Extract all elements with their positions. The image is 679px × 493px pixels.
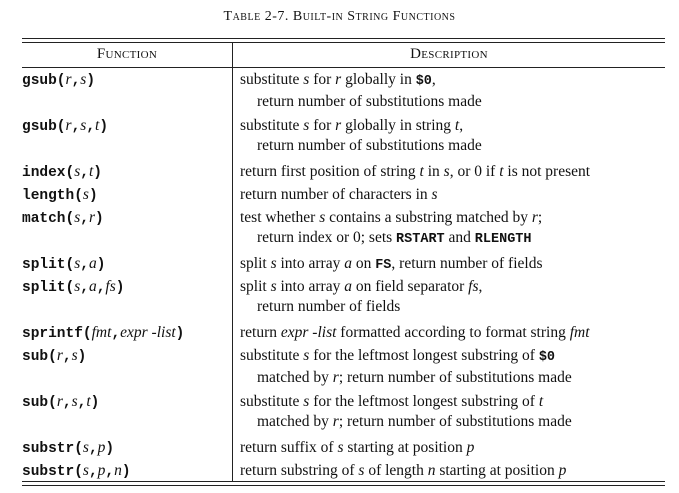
function-segment: ) bbox=[90, 395, 100, 411]
function-segment: s bbox=[82, 462, 89, 479]
function-segment: , bbox=[80, 280, 89, 296]
description-segment: s bbox=[270, 255, 277, 272]
description-segment: for the leftmost longest substring of bbox=[309, 347, 539, 364]
function-signature bbox=[22, 208, 232, 229]
function-description bbox=[240, 208, 665, 250]
description-line bbox=[240, 208, 665, 228]
function-segment: , bbox=[86, 119, 96, 135]
header-description: Description bbox=[410, 46, 488, 62]
description-segment: fs bbox=[468, 278, 479, 295]
description-line bbox=[240, 116, 665, 136]
description-segment: starting at position bbox=[435, 462, 559, 479]
description-line bbox=[240, 346, 665, 368]
function-description bbox=[240, 346, 665, 388]
description-segment: s bbox=[443, 163, 450, 180]
description-segment: $0 bbox=[415, 74, 432, 89]
description-segment: return number of substitutions made bbox=[257, 137, 482, 154]
function-segment: , bbox=[105, 464, 115, 480]
description-continuation bbox=[240, 136, 665, 156]
function-description bbox=[240, 438, 665, 458]
description-continuation bbox=[240, 368, 665, 388]
function-segment: , bbox=[71, 119, 81, 135]
description-segment: into array bbox=[276, 278, 345, 295]
description-segment: ; bbox=[537, 209, 543, 226]
function-segment: p bbox=[97, 462, 106, 479]
function-segment: a bbox=[88, 278, 97, 295]
top-rule-inner bbox=[22, 42, 665, 43]
function-segment: substr( bbox=[22, 441, 83, 457]
function-segment: , bbox=[80, 211, 89, 227]
description-segment: t bbox=[538, 393, 544, 410]
description-segment: s bbox=[358, 462, 365, 479]
function-description bbox=[240, 323, 665, 343]
function-segment: , bbox=[80, 257, 89, 273]
function-description bbox=[240, 254, 665, 276]
description-segment: n bbox=[427, 462, 436, 479]
function-segment: s bbox=[80, 117, 87, 134]
function-description bbox=[240, 185, 665, 205]
function-segment: ) bbox=[96, 257, 106, 273]
function-segment: s bbox=[80, 71, 87, 88]
function-description bbox=[240, 116, 665, 156]
function-segment: fmt bbox=[91, 324, 112, 341]
description-segment: matched by bbox=[257, 413, 333, 430]
function-segment: ) bbox=[121, 464, 131, 480]
bottom-rule-inner bbox=[22, 481, 665, 482]
description-segment: substitute bbox=[240, 347, 304, 364]
function-segment: , bbox=[71, 73, 81, 89]
header-function: Function bbox=[96, 46, 158, 62]
function-description bbox=[240, 277, 665, 317]
function-signature bbox=[22, 277, 232, 298]
function-segment: ) bbox=[86, 73, 96, 89]
description-segment: p bbox=[558, 462, 567, 479]
function-description bbox=[240, 392, 665, 432]
description-segment: RSTART bbox=[396, 232, 445, 247]
function-segment: s bbox=[74, 209, 81, 226]
function-segment: sub( bbox=[22, 349, 57, 365]
function-segment: s bbox=[71, 347, 78, 364]
function-segment: r bbox=[88, 209, 96, 226]
description-segment: formatted according to format string bbox=[336, 324, 570, 341]
description-segment: , bbox=[431, 71, 436, 88]
function-segment: index( bbox=[22, 165, 75, 181]
function-segment: split( bbox=[22, 257, 75, 273]
function-segment: ) bbox=[99, 119, 109, 135]
function-segment: s bbox=[71, 393, 78, 410]
description-segment: on bbox=[351, 255, 376, 272]
description-segment: s bbox=[319, 209, 326, 226]
description-segment: t bbox=[454, 117, 460, 134]
function-segment: , bbox=[77, 395, 87, 411]
function-signature bbox=[22, 185, 232, 206]
function-segment: gsub( bbox=[22, 73, 66, 89]
function-signature bbox=[22, 323, 232, 344]
description-segment: ; return number of substitutions made bbox=[338, 369, 572, 386]
description-segment: RLENGTH bbox=[474, 232, 532, 247]
description-segment: for bbox=[309, 117, 336, 134]
description-segment: r bbox=[335, 117, 342, 134]
description-segment: of length bbox=[364, 462, 428, 479]
table-number: Table 2-7. bbox=[223, 9, 289, 24]
description-segment: substitute bbox=[240, 117, 304, 134]
description-segment: , bbox=[459, 117, 464, 134]
header-rule bbox=[22, 67, 665, 68]
description-segment: , return number of fields bbox=[391, 255, 543, 272]
description-segment: return suffix of bbox=[240, 439, 338, 456]
description-segment: on field separator bbox=[351, 278, 469, 295]
description-segment: r bbox=[332, 413, 339, 430]
function-segment: t bbox=[86, 393, 91, 410]
description-segment: ; return number of substitutions made bbox=[338, 413, 572, 430]
function-segment: ) bbox=[93, 165, 102, 181]
description-segment: globally in bbox=[341, 71, 416, 88]
function-segment: expr -list bbox=[120, 324, 176, 341]
table-title bbox=[0, 9, 679, 25]
description-segment: , bbox=[478, 278, 483, 295]
function-segment: , bbox=[88, 441, 98, 457]
function-description bbox=[240, 70, 665, 112]
function-segment: s bbox=[74, 163, 81, 180]
description-segment: is not present bbox=[503, 163, 591, 180]
function-segment: r bbox=[65, 117, 72, 134]
function-description bbox=[240, 162, 665, 182]
description-segment: substitute bbox=[240, 393, 304, 410]
function-segment: r bbox=[56, 347, 63, 364]
description-line bbox=[240, 254, 665, 276]
function-segment: , bbox=[88, 464, 98, 480]
description-segment: FS bbox=[375, 258, 392, 273]
description-line bbox=[240, 277, 665, 297]
description-segment: return number of substitutions made bbox=[257, 93, 482, 110]
function-segment: match( bbox=[22, 211, 75, 227]
function-segment: t bbox=[95, 117, 100, 134]
description-segment: globally in string bbox=[341, 117, 455, 134]
function-segment: , bbox=[62, 395, 72, 411]
description-segment: return first position of string bbox=[240, 163, 420, 180]
function-segment: , bbox=[111, 326, 121, 342]
column-divider bbox=[232, 42, 233, 482]
description-segment: test whether bbox=[240, 209, 320, 226]
function-segment: ) bbox=[175, 326, 185, 342]
function-segment: s bbox=[82, 439, 89, 456]
function-segment: gsub( bbox=[22, 119, 66, 135]
description-segment: r bbox=[332, 369, 339, 386]
description-segment: return number of characters in bbox=[240, 186, 432, 203]
function-segment: a bbox=[88, 255, 97, 272]
description-continuation bbox=[240, 228, 665, 250]
description-segment: r bbox=[335, 71, 342, 88]
function-segment: ) bbox=[88, 188, 98, 204]
function-signature bbox=[22, 162, 232, 183]
description-segment: a bbox=[344, 255, 352, 272]
description-segment: s bbox=[303, 71, 310, 88]
bottom-rule bbox=[22, 485, 665, 486]
function-segment: s bbox=[74, 255, 81, 272]
description-segment: and bbox=[444, 229, 475, 246]
function-signature bbox=[22, 461, 232, 482]
description-segment: s bbox=[431, 186, 438, 203]
description-segment: in bbox=[423, 163, 444, 180]
description-segment: s bbox=[303, 347, 310, 364]
description-segment: r bbox=[531, 209, 538, 226]
description-segment: t bbox=[499, 163, 504, 180]
description-segment: for the leftmost longest substring of bbox=[309, 393, 539, 410]
top-rule bbox=[22, 38, 665, 39]
description-segment: expr -list bbox=[280, 324, 337, 341]
description-line bbox=[240, 323, 665, 343]
description-segment: t bbox=[419, 163, 424, 180]
description-line bbox=[240, 461, 665, 481]
description-continuation bbox=[240, 412, 665, 432]
description-segment: substitute bbox=[240, 71, 304, 88]
description-segment: $0 bbox=[538, 350, 556, 365]
function-segment: t bbox=[88, 163, 94, 180]
function-signature bbox=[22, 70, 232, 91]
description-segment: split bbox=[240, 278, 271, 295]
function-signature bbox=[22, 438, 232, 459]
function-description bbox=[240, 461, 665, 481]
description-continuation bbox=[240, 297, 665, 317]
description-segment: starting at position bbox=[343, 439, 467, 456]
description-segment: s bbox=[270, 278, 277, 295]
function-segment: , bbox=[62, 349, 72, 365]
table-title-text: Built-in String Functions bbox=[292, 9, 456, 24]
function-segment: length( bbox=[22, 188, 83, 204]
function-signature bbox=[22, 392, 232, 413]
description-segment: split bbox=[240, 255, 271, 272]
description-segment: , or 0 if bbox=[449, 163, 500, 180]
function-segment: p bbox=[97, 439, 106, 456]
description-segment: into array bbox=[276, 255, 345, 272]
description-segment: return number of fields bbox=[257, 298, 401, 315]
description-segment: return index or 0; sets bbox=[257, 229, 397, 246]
function-segment: , bbox=[80, 165, 89, 181]
description-line bbox=[240, 70, 665, 92]
function-segment: substr( bbox=[22, 464, 83, 480]
description-segment: matched by bbox=[257, 369, 333, 386]
function-segment: ) bbox=[95, 211, 104, 227]
description-segment: s bbox=[303, 117, 310, 134]
description-segment: for bbox=[309, 71, 336, 88]
description-line bbox=[240, 438, 665, 458]
function-segment: ) bbox=[77, 349, 87, 365]
function-segment: n bbox=[114, 462, 122, 479]
description-segment: s bbox=[337, 439, 344, 456]
function-segment: sprintf( bbox=[22, 326, 92, 342]
function-segment: r bbox=[56, 393, 63, 410]
function-segment: sub( bbox=[22, 395, 57, 411]
description-segment: return substring of bbox=[240, 462, 359, 479]
function-signature bbox=[22, 254, 232, 275]
function-segment: split( bbox=[22, 280, 75, 296]
function-segment: s bbox=[82, 186, 89, 203]
function-segment: s bbox=[74, 278, 81, 295]
description-segment: return bbox=[240, 324, 281, 341]
description-segment: p bbox=[466, 439, 475, 456]
function-segment: r bbox=[65, 71, 72, 88]
function-signature bbox=[22, 116, 232, 137]
function-segment: fs bbox=[105, 278, 116, 295]
description-line bbox=[240, 162, 665, 182]
description-segment: a bbox=[344, 278, 352, 295]
description-line bbox=[240, 392, 665, 412]
description-segment: contains a substring matched by bbox=[325, 209, 532, 226]
description-segment: s bbox=[303, 393, 310, 410]
description-line bbox=[240, 185, 665, 205]
function-segment: ) bbox=[105, 441, 115, 457]
description-continuation bbox=[240, 92, 665, 112]
function-segment: , bbox=[96, 280, 106, 296]
function-segment: ) bbox=[115, 280, 125, 296]
description-segment: fmt bbox=[569, 324, 590, 341]
function-signature bbox=[22, 346, 232, 367]
